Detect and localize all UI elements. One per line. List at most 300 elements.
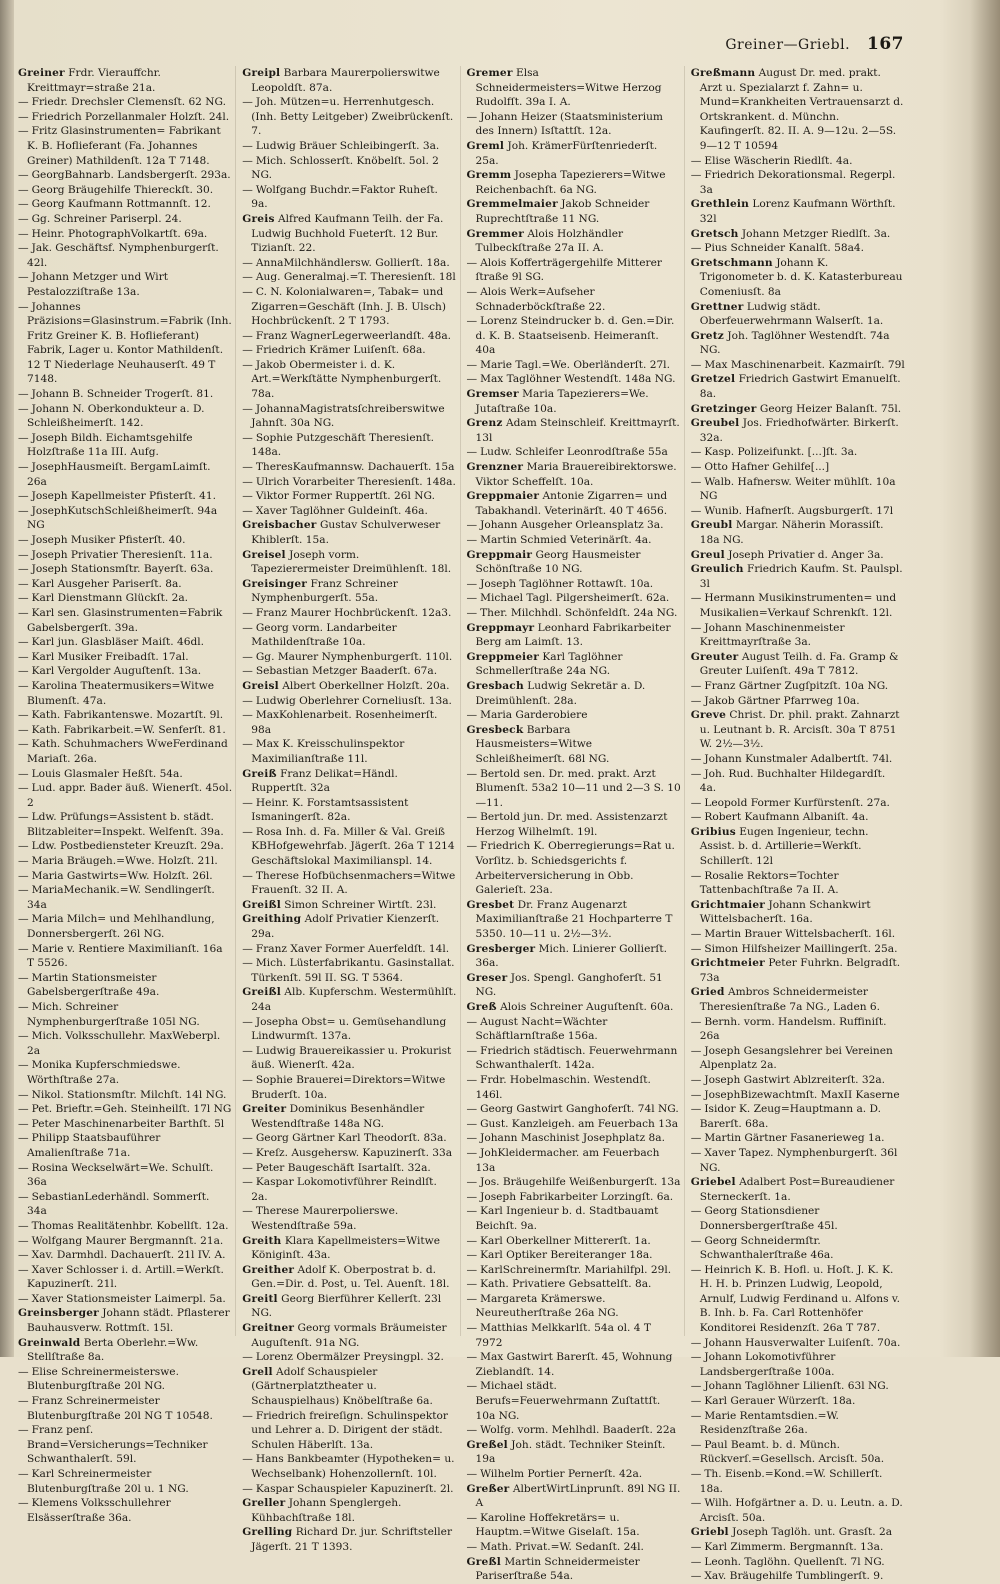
entry-details: Johann Taglöhner Lilienſt. 63l NG. — [704, 1380, 889, 1393]
directory-entry — [242, 1365, 456, 1409]
continuation-dash: — — [466, 534, 478, 546]
entry-details: Otto Hafner Gehilfe[...] — [704, 461, 830, 474]
continuation-dash: — — [242, 825, 253, 838]
entry-surname: Gretzinger — [690, 402, 757, 415]
directory-entry — [18, 650, 232, 665]
directory-entry — [242, 1044, 456, 1073]
entry-details: Friedrich Dekorationsmal. Regerpl. 3a — [699, 169, 896, 196]
directory-entry — [242, 183, 456, 212]
directory-entry — [242, 460, 456, 475]
entry-details: Barbara Hausmeisters=Witwe Schleißheimerſt. 68l NG. — [475, 723, 610, 765]
directory-entry — [467, 971, 681, 1000]
column-2 — [242, 66, 460, 1553]
entry-surname: Greinsberger — [18, 1307, 99, 1320]
entry-details: Friedr. Drechsler Clemensſt. 62 NG. — [31, 96, 227, 109]
directory-entry — [242, 1525, 456, 1554]
entry-details: Friedrich Porzellanmaler Holzſt. 24l. — [31, 110, 230, 123]
entry-details: Ludwig Oberlehrer Corneliusſt. 13a. — [255, 694, 452, 707]
directory-entry — [467, 445, 681, 460]
directory-entry — [18, 1263, 232, 1292]
directory-entry — [18, 387, 232, 402]
continuation-dash: — — [690, 169, 702, 182]
directory-entry — [242, 66, 456, 95]
continuation-dash: — — [690, 1351, 702, 1364]
entry-details: Pet. Brieftr.=Geh. Steinheilſt. 17l NG — [31, 1103, 232, 1116]
continuation-dash: — — [466, 110, 478, 123]
entry-details: MariaMechanik.=W. Sendlingerſt. 34a — [27, 884, 215, 911]
directory-entry — [18, 66, 232, 95]
directory-entry — [242, 1146, 456, 1161]
entry-details: Marie Tagl.=We. Oberländerſt. 27l. — [480, 358, 670, 371]
continuation-dash: — — [466, 606, 478, 619]
entry-surname: Greßl — [466, 1555, 501, 1568]
directory-entry — [242, 1102, 456, 1131]
directory-entry — [18, 1467, 232, 1496]
entry-details: Johann Heizer (Staatsministerium des Innern) Isſtattſt. 12a. — [475, 110, 663, 138]
entry-details: Johann Ausgeher Orleansplatz 3a. — [480, 519, 664, 532]
entry-details: Lorenz Obermälzer Preysingpl. 32. — [255, 1351, 444, 1364]
entry-details: JohKleidermacher. am Feuerbach 13a — [475, 1146, 660, 1174]
continuation-dash: — — [690, 1438, 702, 1451]
directory-entry — [242, 95, 456, 139]
directory-entry — [691, 518, 905, 547]
entry-details: Xaver Taglöhner Guldeinſt. 46a. — [255, 504, 428, 517]
directory-entry — [691, 1131, 905, 1146]
entry-surname: Greller — [242, 1497, 286, 1510]
continuation-dash: — — [242, 650, 253, 663]
entry-details: Dr. Franz Augenarzt Maximilianſtraße 21 Hochparterre T 5350. 10—11 u. 2½—3½. — [475, 898, 673, 941]
continuation-dash: — — [242, 796, 253, 809]
entry-details: Karl Vergolder Auguſtenſt. 13a. — [31, 665, 202, 678]
entry-details: Maria Brauereibirektorswe. Viktor Scheffelſt. 10a. — [475, 461, 677, 488]
entry-details: Simon Schreiner Wirtſt. 23l. — [284, 898, 437, 911]
directory-entry — [18, 1058, 232, 1087]
entry-details: Kreſz. Ausgehersw. Kapuzinerſt. 33a — [255, 1146, 453, 1159]
entry-details: Jakob Gärtner Pfarrweg 10a. — [704, 694, 860, 707]
entry-surname: Greppmaier — [466, 490, 540, 503]
entry-details: Martin Schmied Veterinärſt. 4a. — [480, 534, 652, 546]
directory-entry — [18, 183, 232, 198]
directory-entry — [242, 621, 456, 650]
entry-details: Jos. Bräugehilfe Weißenburgerſt. 13a — [480, 1176, 681, 1189]
entry-surname: Greisel — [242, 548, 286, 561]
entry-details: Hans Bankbeamter (Hypotheken= u. Wechselbank) Hohenzollernſt. 10l. — [251, 1453, 455, 1480]
entry-details: Wilhelm Portier Pernerſt. 42a. — [480, 1468, 643, 1480]
entry-details: Franz penſ. Brand=Versicherungs=Techniker Schwanthalerſt. 59l. — [27, 1424, 208, 1466]
entry-details: Klemens Volksschullehrer Elsässerſtraße 36a. — [27, 1497, 171, 1524]
continuation-dash: — — [18, 913, 29, 926]
continuation-dash: — — [466, 1351, 478, 1364]
directory-entry — [691, 1540, 905, 1555]
continuation-dash: — — [466, 1322, 478, 1335]
directory-entry — [242, 650, 456, 665]
entry-details: Gg. Maurer Nymphenburgerſt. 110l. — [255, 650, 453, 663]
continuation-dash: — — [690, 752, 702, 765]
directory-entry — [691, 460, 905, 475]
entry-details: Karl Optiker Bereiteranger 18a. — [480, 1249, 653, 1262]
directory-entry — [18, 942, 232, 971]
entry-details: Joseph Bildh. Eichamtsgehilfe Holzſtraße 11a III. Aufg. — [27, 431, 193, 459]
entry-details: Simon Hilfsheizer Maillingerſt. 25a. — [704, 942, 898, 955]
continuation-dash: — — [18, 461, 29, 474]
directory-entry — [691, 1175, 905, 1204]
directory-entry — [691, 1146, 905, 1175]
entry-details: Michael städt. Berufs=Feuerwehrmann Zuſtattſt. 10a NG. — [475, 1380, 661, 1422]
running-header — [725, 34, 904, 54]
directory-entry — [691, 548, 905, 563]
continuation-dash: — — [690, 1263, 702, 1276]
continuation-dash: — — [18, 767, 29, 780]
directory-entry — [18, 767, 232, 782]
continuation-dash: — — [466, 592, 478, 605]
directory-entry — [18, 664, 232, 679]
continuation-dash: — — [18, 212, 29, 225]
continuation-dash: — — [18, 606, 29, 619]
entry-details: Joseph Stationsmſtr. Bayerſt. 63a. — [31, 563, 214, 576]
directory-entry — [242, 548, 456, 577]
entry-surname: Grenz — [466, 417, 503, 430]
continuation-dash: — — [18, 650, 29, 663]
entry-details: KarlSchreinermſtr. Mariahilfpl. 29l. — [480, 1263, 672, 1276]
continuation-dash: — — [466, 256, 478, 269]
directory-entry — [691, 1379, 905, 1394]
directory-entry — [18, 489, 232, 504]
entry-details: Heinr. PhotographVolkartſt. 69a. — [31, 227, 208, 240]
entry-surname: Gresberger — [466, 942, 536, 955]
entry-surname: Greßel — [466, 1438, 508, 1451]
directory-entry — [691, 562, 905, 591]
directory-entry — [467, 1540, 681, 1555]
directory-entry — [242, 664, 456, 679]
entry-details: Joh. Taglöhner Westendſt. 74a NG. — [699, 329, 890, 357]
entry-surname: Greitl — [242, 1292, 278, 1305]
directory-entry — [691, 197, 905, 226]
directory-entry — [242, 489, 456, 504]
directory-entry — [691, 504, 905, 519]
continuation-dash: — — [690, 811, 702, 824]
entry-details: Joseph Taglöhner Rottawſt. 10a. — [480, 577, 654, 590]
directory-entry — [691, 825, 905, 869]
entry-details: Josepha Obst= u. Gemüsehandlung Lindwurmſt. 137a. — [251, 1015, 447, 1043]
continuation-dash: — — [466, 1176, 478, 1189]
entry-details: Viktor Former Ruppertſt. 26l NG. — [255, 490, 435, 503]
directory-entry — [467, 810, 681, 839]
entry-surname: Greßer — [466, 1482, 510, 1495]
continuation-dash: — — [18, 1497, 29, 1510]
directory-entry — [242, 212, 456, 256]
entry-surname: Greither — [242, 1263, 295, 1276]
directory-entry — [467, 548, 681, 577]
entry-surname: Gretzel — [690, 373, 736, 386]
continuation-dash: — — [242, 402, 253, 415]
entry-surname: Gried — [690, 986, 725, 999]
entry-details: Max Maschinenarbeit. Kazmairſt. 79l — [704, 358, 905, 371]
entry-details: Alois Werk=Aufseher Schnaderböckſtraße 22. — [475, 285, 606, 313]
directory-entry — [691, 796, 905, 811]
directory-entry — [18, 723, 232, 738]
entry-surname: Greisinger — [242, 577, 308, 590]
directory-entry — [691, 256, 905, 300]
entry-surname: Griebel — [690, 1176, 736, 1189]
continuation-dash: — — [18, 855, 29, 868]
continuation-dash: — — [18, 884, 29, 897]
directory-entry — [467, 1190, 681, 1205]
continuation-dash: — — [242, 461, 253, 474]
continuation-dash: — — [466, 1103, 478, 1116]
entry-details: Hermann Musikinstrumenten= und Musikalien=Verkauf Schrenkſt. 12l. — [699, 592, 897, 619]
directory-entry — [467, 1204, 681, 1233]
entry-details: Johann Schankwirt Wittelsbacherſt. 16a. — [699, 898, 871, 926]
directory-entry — [467, 708, 681, 723]
continuation-dash: — — [466, 1117, 478, 1130]
directory-entry — [18, 839, 232, 854]
directory-entry — [467, 1146, 681, 1175]
continuation-dash: — — [690, 1409, 702, 1422]
entry-details: Math. Privat.=W. Sedanſt. 24l. — [480, 1540, 644, 1553]
directory-entry — [18, 1219, 232, 1234]
entry-details: Joseph vorm. Tapezierermeister Dreimühlenſt. 18l. — [251, 548, 452, 576]
entry-details: Bertold sen. Dr. med. prakt. Arzt Blumenſt. 53a2 10—11 und 2—3 S. 10—11. — [475, 767, 681, 809]
directory-entry — [467, 1467, 681, 1482]
continuation-dash: — — [242, 1073, 253, 1086]
directory-entry — [691, 679, 905, 694]
continuation-dash: — — [466, 285, 478, 298]
continuation-dash: — — [242, 709, 253, 722]
directory-entry — [691, 1467, 905, 1496]
entry-details: Johann B. Schneider Trogerſt. 81. — [31, 388, 214, 401]
directory-entry — [691, 752, 905, 767]
directory-entry — [18, 1102, 232, 1117]
entry-details: Karl Dienstmann Glückſt. 2a. — [31, 592, 189, 605]
directory-entry — [18, 635, 232, 650]
entry-details: Martin Brauer Wittelsbacherſt. 16l. — [704, 928, 896, 941]
directory-entry — [18, 562, 232, 577]
directory-entry — [467, 1511, 681, 1540]
continuation-dash: — — [18, 1001, 29, 1013]
directory-entry — [18, 227, 232, 242]
directory-entry — [467, 942, 681, 971]
entry-details: Gustav Schulverweser Khiblerſt. 15a. — [251, 519, 441, 546]
continuation-dash: — — [466, 1292, 478, 1305]
continuation-dash: — — [466, 446, 478, 459]
directory-entry — [242, 1131, 456, 1146]
entry-details: Johannes Präzisions=Glasinstrum.=Fabrik (Inh. Fritz Greiner K. B. Hoflieferant) Fabrik, Lager u. Kontor Mathildenſt. 12 T Niederlage Neuhauserſt. 49 T 7148. — [27, 300, 232, 386]
entry-details: Rosina Weckselwärt=We. Schulſt. 36a — [27, 1161, 214, 1189]
entry-details: Joseph Privatier d. Anger 3a. — [728, 548, 884, 561]
entry-surname: Gremm — [466, 169, 512, 182]
directory-entry — [691, 942, 905, 957]
directory-entry — [691, 402, 905, 417]
directory-entry — [467, 621, 681, 650]
directory-entry — [691, 869, 905, 898]
continuation-dash: — — [242, 154, 253, 167]
entry-details: Franz Gärtner Zugſpitzſt. 10a NG. — [704, 679, 889, 692]
entry-details: Jakob Schneider Ruprechtſtraße 11 NG. — [475, 198, 650, 225]
continuation-dash: — — [18, 592, 29, 605]
directory-entry — [18, 1394, 232, 1423]
continuation-dash: — — [18, 577, 29, 590]
continuation-dash: — — [18, 1468, 29, 1480]
directory-entry — [242, 329, 456, 344]
directory-entry — [18, 869, 232, 884]
entry-details: Frdr. Hobelmaschin. Westendſt. 146l. — [475, 1073, 651, 1101]
directory-entry — [467, 1234, 681, 1249]
column-4 — [690, 66, 908, 1583]
directory-entry — [467, 387, 681, 416]
continuation-dash: — — [242, 942, 253, 955]
directory-entry — [691, 1015, 905, 1044]
entry-details: Kath. Fabrikantenswe. Mozartſt. 9l. — [31, 709, 224, 722]
entry-surname: Greve — [690, 709, 727, 722]
continuation-dash: — — [18, 1161, 29, 1174]
entry-details: Wolfgang Maurer Bergmannſt. 21a. — [31, 1234, 224, 1247]
entry-details: Georg Schneidermſtr. Schwanthalerſtraße 46a. — [699, 1234, 834, 1262]
continuation-dash: — — [242, 869, 253, 882]
entry-details: Fritz Glasinstrumenten= Fabrikant K. B. Hoflieferant (Fa. Johannes Greiner) Mathildenſt. 12a T 7148. — [27, 125, 221, 167]
continuation-dash: — — [466, 1234, 478, 1247]
directory-entry — [467, 767, 681, 811]
directory-entry — [18, 1161, 232, 1190]
entry-surname: Greß — [466, 1001, 497, 1013]
entry-details: Friedrich Gastwirt Emanuelſt. 8a. — [699, 373, 901, 401]
entry-details: Johann Spenglergeh. Kühbachſtraße 18l. — [251, 1497, 402, 1524]
entry-details: Ludwig Brauereikassier u. Prokurist äuß. Wienerſt. 42a. — [251, 1044, 452, 1072]
entry-details: Johann städt. Pflasterer Bauhausverw. Rottmſt. 15l. — [27, 1307, 230, 1335]
entry-details: Karl sen. Glasinstrumenten=Fabrik Gabelsbergerſt. 39a. — [27, 606, 223, 634]
directory-entry — [691, 810, 905, 825]
entry-surname: Grettner — [690, 300, 744, 313]
continuation-dash: — — [690, 1073, 702, 1086]
continuation-dash: — — [18, 942, 29, 955]
directory-entry — [467, 606, 681, 621]
continuation-dash: — — [18, 738, 29, 751]
continuation-dash: — — [466, 1380, 478, 1393]
entry-details: Lorenz Kaufmann Wörthſt. 32l — [699, 198, 896, 225]
continuation-dash: — — [18, 534, 29, 546]
directory-entry — [242, 708, 456, 737]
directory-entry — [18, 679, 232, 708]
directory-entry — [18, 241, 232, 270]
continuation-dash: — — [466, 709, 478, 722]
directory-entry — [242, 431, 456, 460]
continuation-dash: — — [242, 183, 253, 196]
entry-details: Lud. appr. Bader äuß. Wienerſt. 45ol. 2 — [27, 782, 233, 809]
entry-details: Johann Maschinenmeister Kreittmayrſtraße 3a. — [699, 621, 845, 649]
entry-surname: Gremser — [466, 388, 519, 401]
continuation-dash: — — [18, 1117, 29, 1130]
directory-entry — [691, 650, 905, 679]
continuation-dash: — — [466, 811, 478, 824]
directory-entry — [242, 154, 456, 183]
continuation-dash: — — [690, 694, 702, 707]
continuation-dash: — — [18, 271, 29, 284]
entry-details: Karl Taglöhner Schmellerſtraße 24a NG. — [475, 650, 623, 678]
directory-entry — [691, 372, 905, 401]
entry-surname: Greith — [242, 1234, 282, 1247]
continuation-dash: — — [466, 1146, 478, 1159]
entry-details: Monika Kupferschmiedswe. Wörthſtraße 27a. — [27, 1059, 181, 1086]
directory-entry — [691, 300, 905, 329]
continuation-dash: — — [690, 358, 702, 371]
continuation-dash: — — [242, 694, 253, 707]
entry-surname: Greiß — [242, 767, 277, 780]
entry-details: Karl Schreinermeister Blutenburgſtraße 20l u. 1 NG. — [27, 1468, 189, 1495]
entry-details: Ther. Milchhdl. Schönfeldſt. 24a NG. — [480, 606, 678, 619]
entry-surname: Greppmair — [466, 548, 533, 561]
entry-details: Berta Oberlehr.=Ww. Stellſtraße 8a. — [27, 1336, 199, 1364]
directory-entry — [18, 431, 232, 460]
entry-details: Leonh. Taglöhn. Quellenſt. 7l NG. — [704, 1555, 885, 1568]
continuation-dash: — — [18, 840, 29, 853]
continuation-dash: — — [690, 1234, 702, 1247]
directory-entry — [691, 1394, 905, 1409]
directory-entry — [467, 1482, 681, 1511]
directory-entry — [467, 372, 681, 387]
directory-entry — [467, 1321, 681, 1350]
continuation-dash: — — [242, 738, 253, 751]
entry-details: Kath. Privatiere Gebsattelſt. 8a. — [480, 1278, 652, 1291]
directory-entry — [242, 869, 456, 898]
entry-details: Wunib. Hafnerſt. Augsburgerſt. 17l — [704, 504, 894, 517]
directory-entry — [467, 898, 681, 942]
continuation-dash: — — [18, 971, 29, 984]
directory-columns — [18, 66, 908, 1583]
continuation-dash: — — [18, 1234, 29, 1247]
entry-surname: Greser — [466, 971, 508, 984]
directory-entry — [691, 1350, 905, 1379]
directory-entry — [691, 708, 905, 752]
directory-entry — [242, 694, 456, 709]
directory-entry — [18, 1029, 232, 1058]
entry-surname: Gribius — [690, 825, 736, 838]
entry-details: Therese Maurerpolierswe. Westendſtraße 59a. — [251, 1205, 399, 1232]
continuation-dash: — — [18, 1395, 29, 1408]
continuation-dash: — — [242, 1044, 253, 1057]
directory-entry — [18, 1248, 232, 1263]
directory-entry — [467, 723, 681, 767]
entry-details: Mich. Volksschullehr. MaxWeberpl. 2a — [27, 1030, 221, 1057]
continuation-dash: — — [466, 519, 478, 532]
continuation-dash: — — [18, 1424, 29, 1437]
entry-details: Gust. Kanzleigeh. am Feuerbach 13a — [480, 1117, 679, 1130]
directory-entry — [691, 1263, 905, 1336]
directory-entry — [242, 912, 456, 941]
continuation-dash: — — [18, 1103, 29, 1116]
directory-entry — [18, 300, 232, 388]
directory-entry — [691, 475, 905, 504]
entry-surname: Greinwald — [18, 1336, 81, 1349]
entry-details: Xav. Darmhdl. Dachauerſt. 21l IV. A. — [31, 1249, 226, 1262]
directory-entry — [467, 139, 681, 168]
directory-entry — [691, 227, 905, 242]
directory-entry — [242, 1073, 456, 1102]
directory-entry — [18, 1365, 232, 1394]
continuation-dash: — — [242, 957, 253, 970]
entry-details: Peter Baugeschäft Isartalſt. 32a. — [255, 1161, 431, 1174]
directory-entry — [467, 533, 681, 548]
directory-entry — [18, 1190, 232, 1219]
entry-details: Leopold Former Kurfürstenſt. 27a. — [704, 796, 890, 809]
entry-details: Antonie Zigarren= und Tabakhandl. Veterinärſt. 40 T 4656. — [475, 490, 668, 517]
entry-surname: Gretschmann — [690, 256, 773, 269]
continuation-dash: — — [466, 1424, 478, 1437]
directory-entry — [691, 358, 905, 373]
entry-details: TheresKaufmannsw. Dachauerſt. 15a — [255, 461, 455, 474]
continuation-dash: — — [18, 431, 29, 444]
entry-details: Martin Gärtner Fasanerieweg 1a. — [704, 1132, 885, 1145]
continuation-dash: — — [466, 1190, 478, 1203]
continuation-dash: — — [466, 1511, 478, 1524]
